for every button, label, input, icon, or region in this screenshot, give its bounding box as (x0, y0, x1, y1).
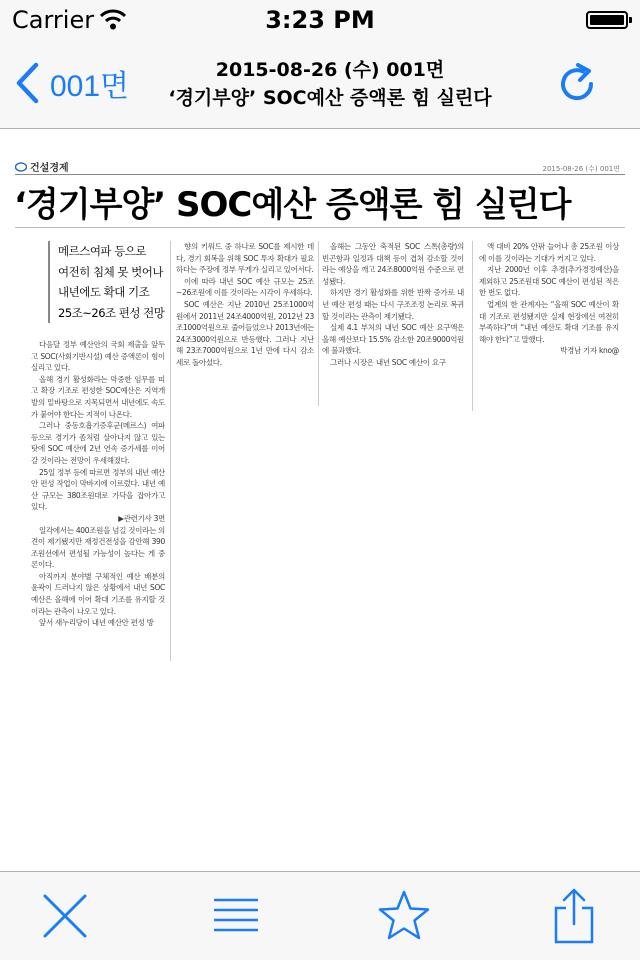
article-headline: ‘경기부양’ SOC예산 증액론 힘 실린다 (14, 185, 571, 225)
navigation-bar (0, 40, 640, 129)
column-divider (318, 241, 319, 406)
paragraph: 실제 4.1 부처의 내년 SOC 예산 요구액은 올해 예산보다 15.5% 감소한 20조9000억원에 불과했다. (322, 323, 464, 356)
list-icon (208, 888, 264, 944)
close-button[interactable] (37, 888, 93, 944)
carrier-label: Carrier (12, 6, 95, 34)
paragraph: 아직까지 분야별 구체적인 예산 배분의 윤곽이 드러나지 않은 상황에서 내년 SOC 예산은 올해에 이어 확대 기조를 유지할 것이라는 관측이 나오고 있다. (31, 571, 165, 616)
paragraph: 다음달 정부 예산안의 국회 제출을 앞두고 SOC(사회기반시설) 예산 증액론이 힘이 실리고 있다. (31, 340, 165, 373)
paragraph: 그러나 시장은 내년 SOC 예산이 요구 (330, 357, 446, 367)
column-divider (170, 241, 171, 661)
article-column-1 (31, 339, 165, 661)
paragraph: 하지만 경기 활성화를 위한 반짝 증가로 내년 예산 편성 때는 다시 구조조정 논리로 복귀할 것이라는 관측이 제기됐다. (322, 288, 464, 321)
article-column-2 (176, 241, 314, 406)
page-title (150, 56, 510, 112)
subhead-line: 25조~26조 편성 전망 (58, 305, 165, 320)
paragraph: 그러나 중동호흡기증후군(메르스) 여파 등으로 경기가 좀처럼 살아나지 않고 있는 탓에 SOC 예산에 2년 연속 증가세를 이어갈 것이라는 전망이 우세해졌다. (31, 421, 165, 465)
list-button[interactable] (208, 888, 264, 944)
paragraph: 올해 경기 활성화라는 막중한 임무를 띠고 확장 기조로 편성한 SOC예산은 지역개발의 밑바탕으로 지목되면서 내년에도 속도가 붙어야 한다는 지적이 나온다. (31, 374, 165, 419)
back-button[interactable] (14, 58, 129, 108)
refresh-icon[interactable] (558, 62, 598, 106)
paragraph: 일각에서는 400조원을 넘길 것이라는 의견이 제기됐지만 재정건전성을 감안해 390조원선에서 편성될 가능성이 높다는 게 중론이다. (31, 525, 165, 570)
subhead-line: 여전히 침체 못 벗어나 (58, 264, 163, 279)
logo-icon (15, 162, 27, 172)
related-article-ref: ▶관련기사 3면 (118, 513, 165, 523)
paragraph: 업계의 한 관계자는 “올해 SOC 예산이 확대 기조로 편성됐지만 실제 현장에선 여전히 부족하다”며 “내년 예산도 확대 기조를 유지해야 한다”고 말했다. (479, 299, 619, 344)
divider (15, 174, 625, 175)
article-subhead (48, 241, 176, 323)
back-label: 001면 (50, 70, 130, 103)
article-column-3 (322, 241, 464, 441)
subhead-line: 내년에도 확대 기조 (58, 285, 150, 299)
status-bar (0, 0, 640, 40)
paragraph: 올해는 그동안 축적된 SOC 스톡(총량)의 빈곤함과 일정과 대책 등이 겹쳐 감소할 것이라는 예상을 깨고 24조8000억원 수준으로 편성됐다. (322, 242, 464, 286)
paper-date: 2015-08-26 (수) 001면 (542, 165, 620, 173)
byline: 박경남 기자 kno@ (560, 346, 619, 356)
share-button[interactable] (546, 888, 602, 944)
paragraph: SOC 예산은 지난 2010년 25조1000억원에서 2011년 24조4000억원, 2012년 23조1000억원으로 줄어들었으나 2013년에는 24조3000억원으로 반등했다. 그러나 지난해 23조7000억원으로 1년 만에 다시 감소세로 돌아섰다. (176, 299, 314, 367)
divider (15, 227, 625, 228)
clock: 3:23 PM (265, 6, 375, 34)
column-divider (472, 241, 473, 411)
chevron-left-icon (14, 62, 40, 104)
title-headline: ‘경기부양’ SOC예산 증액론 힘 실린다 (168, 87, 492, 109)
newspaper-page[interactable] (0, 129, 640, 871)
newspaper-logo (15, 159, 69, 174)
paragraph: 향의 키워드 중 하나로 SOC를 제시한 데다, 경기 회복을 위해 SOC 투자 확대가 필요하다는 주장에 정부 무게가 실리고 있어서다. (176, 242, 314, 275)
close-icon (37, 888, 93, 944)
bookmark-button[interactable] (376, 888, 432, 944)
title-date: 2015-08-26 (수) 001면 (215, 59, 445, 81)
star-icon (376, 888, 432, 944)
battery-icon (586, 11, 628, 29)
paragraph: 25일 정부 등에 따르면 정부의 내년 예산안 편성 작업이 막바지에 이르렀다. 내년 예산 규모는 380조원대로 가닥을 잡아가고 있다. (31, 467, 165, 512)
newspaper-name: 건설경제 (30, 163, 69, 174)
paragraph: 앞서 새누리당이 내년 예산안 편성 방 (39, 618, 154, 628)
share-icon (546, 888, 602, 944)
subhead-line: 메르스여파 등으로 (58, 244, 147, 258)
paragraph: 지난 2000년 이후 추경(추가경정예산)을 제외하고 25조원대 SOC 예산이 편성된 적은 한 번도 없다. (479, 265, 619, 298)
paragraph: 이에 따라 내년 SOC 예산 규모는 25조~26조원에 이를 것이라는 시각이 우세하다. (176, 276, 314, 298)
paragraph: 액 대비 20% 안팎 늘어나 총 25조원 이상에 이를 것이라는 기대가 커지고 있다. (479, 242, 619, 263)
article-column-4 (479, 241, 619, 411)
bottom-toolbar (0, 871, 640, 960)
